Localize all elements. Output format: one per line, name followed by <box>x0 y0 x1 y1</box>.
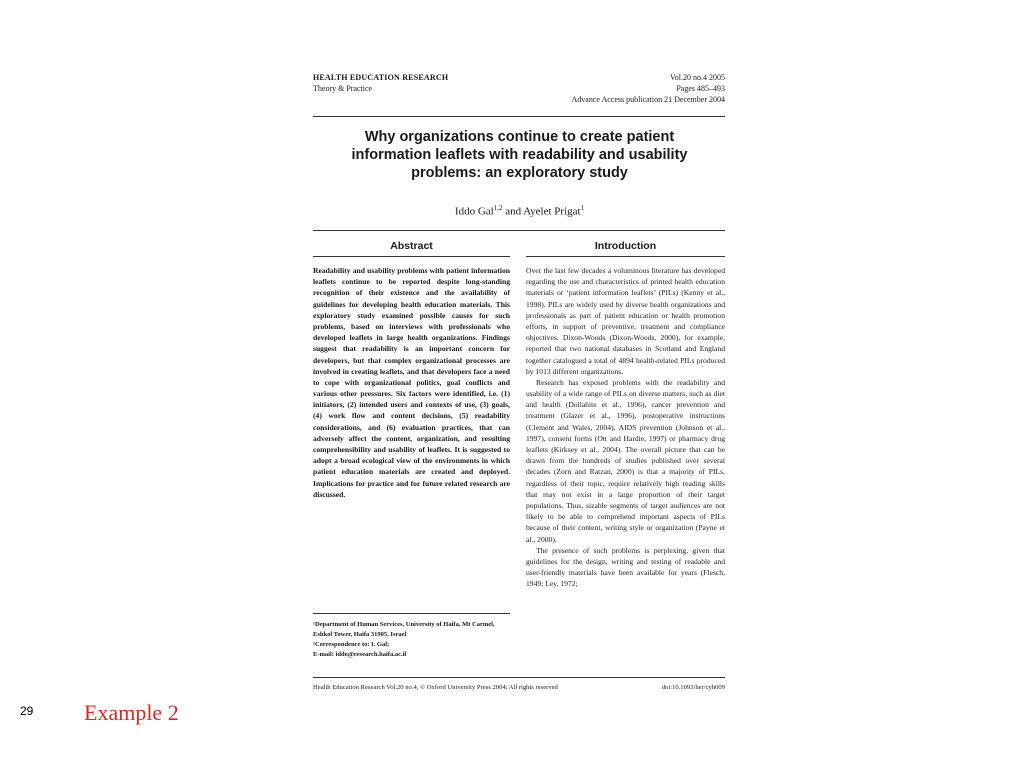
footnote-correspondence: ²Correspondence to: I. Gal; <box>313 641 390 648</box>
paper-page-image <box>307 60 732 700</box>
abstract-heading-rule <box>313 256 510 257</box>
footnote-affiliation: ¹Department of Human Services, University of Haifa, Mt Carmel, Eshkol Tower, Haifa 31905, Israel <box>313 621 495 638</box>
footer-rule <box>313 677 725 678</box>
abstract-text: Readability and usability problems with patient information leaflets continue to be reported despite long-standing recognition of their existence and the availability of guidelines for developing health education materials. This exploratory study examined possible causes for such problems, based on interviews with professionals who developed leaflets in large health organizations. Findings suggest that readability is an important concern for developers, but that complex organizational processes are involved in creating leaflets, and that developers face a need to cope with organizational politics, goal conflicts and various other pressures. Six factors were identified, i.e. (1) initiators, (2) intended users and contexts of use, (3) goals, (4) work flow and content decisions, (5) readability considerations, and (6) evaluation practices, that can adversely affect the content, organization, and resulting comprehensibility and usability of leaflets. It is suggested to adopt a broad ecological view of the environments in which patient education materials are created and deployed. Implications for practice and for future related research are discussed. <box>313 266 510 499</box>
introduction-heading: Introduction <box>594 240 657 252</box>
author-1: Iddo Gal <box>454 205 494 218</box>
slide-caption: Example 2 <box>84 700 179 725</box>
introduction-body <box>526 265 725 589</box>
introduction-heading-rule <box>526 256 725 257</box>
header-rule <box>313 116 725 117</box>
paper-title: Why organizations continue to create patient information leaflets with readability and usability problems: an exploratory study <box>351 129 688 181</box>
intro-paragraph-3: The presence of such problems is perplexing, given that guidelines for the design, writing and testing of readable and user-friendly materials have been available for years (Flesch, 1949; Ley, 1972; <box>526 545 725 589</box>
doi-line: doi:10.1093/her/cyh009 <box>661 684 725 691</box>
journal-header <box>313 72 448 94</box>
intro-paragraph-2: Research has exposed problems with the readability and usability of a wide range of PILs on diverse matters, such as diet and health (Dollahite et al., 1996), cancer prevention and treatment (Glazer et al., 1996), postoperative instructions (Clement and Wales, 2004), AIDS prevention (Johnson et al., 1997), consent forms (Ott and Hardie, 1997) or pharmacy drug leaflets (Kirksey et al., 2004). The overall picture that can be drawn from the hundreds of studies published over several decades (Zorn and Ratzan, 2000) is that a majority of PILs, regardless of their topic, require relatively high reading skills that may not exist in a large proportion of their target populations. Thus, sizable segments of target audiences are not likely to be able to comprehend important aspects of PILs because of their content, writing style or organization (Payne et al., 2000). <box>526 377 725 544</box>
journal-name: HEALTH EDUCATION RESEARCH <box>313 73 449 82</box>
intro-paragraph-1: Over the last few decades a voluminous literature has developed regarding the use and characteristics of printed health education materials or ‘patient information leaflets’ (PILs) (Kenny et al., 1998). PILs are widely used by diverse health organizations and professionals as part of patient education or health promotion efforts, in support of preventive, treatment and compliance objectives. Dixon-Woods (Dixon-Woods, 2000), for example, reported that two national databases in Scotland and England together catalogued a total of 4894 health-related PILs produced by 1013 different organizations. <box>526 266 725 376</box>
paper-authors <box>307 204 732 218</box>
affiliation-footnotes <box>313 620 513 660</box>
issue-info <box>571 72 725 105</box>
author-2: Ayelet Prigat <box>523 205 581 218</box>
copyright-line: Health Education Research Vol.20 no.4, © Oxford University Press 2004; All rights reserved <box>313 684 558 691</box>
abstract-heading: Abstract <box>390 240 433 252</box>
abstract-top-rule <box>313 230 725 231</box>
advance-access-info: Advance Access publication 21 December 2004 <box>571 95 725 104</box>
author-and: and <box>502 205 524 218</box>
volume-info: Vol.20 no.4 2005 <box>670 73 725 82</box>
author-1-affil: 1,2 <box>493 204 503 212</box>
pages-info: Pages 485–493 <box>676 84 725 93</box>
journal-section: Theory & Practice <box>313 84 373 93</box>
footnote-rule <box>313 613 510 614</box>
footnote-email: E-mail: iddo@research.haifa.ac.il <box>313 651 407 658</box>
author-2-affil: 1 <box>580 204 585 212</box>
slide-page-number: 29 <box>20 704 34 718</box>
